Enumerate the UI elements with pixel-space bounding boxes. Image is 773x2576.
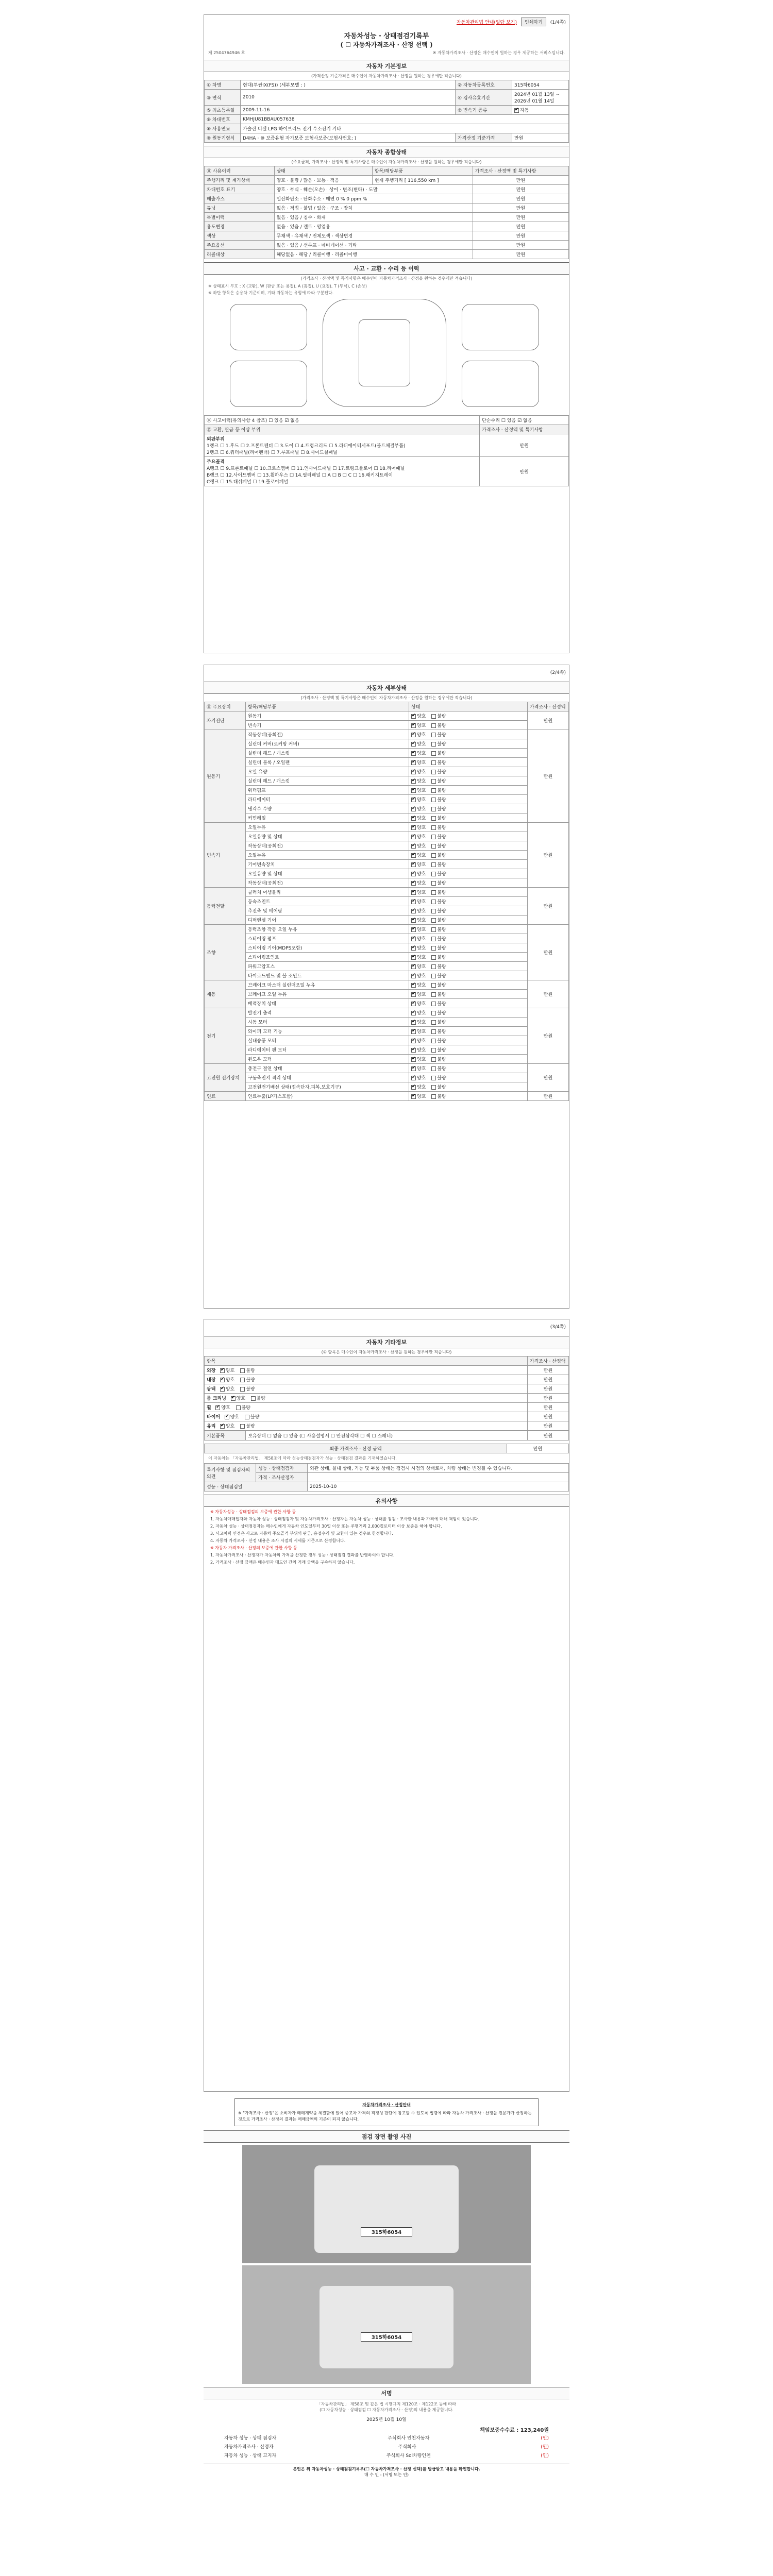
base-price-value: 만원: [512, 133, 569, 143]
table-row: 실린더 헤드 / 개스킷 ✔ 양호 불량: [205, 749, 569, 758]
accident-legend-2: ※ 하단 항목은 승용차 기준이며, 기타 자동차는 유형에 따라 구분된다.: [208, 291, 334, 295]
table-row: 커먼레일 ✔ 양호 불량: [205, 814, 569, 823]
table-row: 파워고압호스 ✔ 양호 불량: [205, 962, 569, 971]
car-front: [230, 361, 307, 407]
sign-title: 서명: [204, 2387, 569, 2399]
notice-text: ※ 자동차성능 · 상태점검의 보증에 관한 사항 등 1. 자동차매매업자와 자동차 성능 · 상태점검자 및 자동차가격조사 · 산정자는 자동차 성능 · 상태를 점검 · 조사한 내용과 가격에 대해 책임이 있습니다. 2. 자동차 성능 · 상태점검자는 매수인에게 자동차 인도일부터 30일 이상 또는 주행거리 2,000킬로미터 이상 보증을 해야 합니다. 3. 사고이력 인정은 사고로 자동차 주요골격 부위의 판금, 용접수리 및 교환이 있는 경우로 한정합니다. 4. 자동차 가격조사 · 산정 내용은 조사 시점의 시세를 기준으로 산정합니다. ※ 자동차 가격조사 · 산정의 보증에 관한 사항 등 1. 자동차가격조사 · 산정자가 자동차의 가격을 산정한 경우 성능 · 상태점검 결과를 반영하여야 합니다. 2. 가격조사 · 산정 금액은 매수인과 매도인 간의 거래 금액을 구속하지 않습니다.: [210, 1510, 479, 1565]
page-3: [204, 1319, 569, 2092]
page-4: 자동차가격조사 · 산정안내 ※ "가격조사 · 산정"은 소비자가 매매계약을 체결함에 있어 중고차 가격의 적정성 판단에 참고할 수 있도록 법령에 따라 자동차 가격조사 · 산정을 전문가가 산정하는 것으로 가격조사 · 산정의 결과는 매매금액의 기준이 되지 않습니다. 점검 장면 촬영 사진 315하6054 315하6054 서명 「자동차관리법」 제58조 및 같은 법 시행규칙 제120조 · 제122조 등에 따라 (☐ 자동차성능 · 상태점검 ☐ 자동차가격조사 · 산정)의 내용을 제공합니다. 2025년 10월 10일 책임보증수수료 : 123,240원 자동차 성능 · 상태 점검자 주식회사 인천자동차 (인) 자동차가격조사 · 산정자 주식회사 (인) 자동차 성능 · 상태 고지자 주식회사 Sol차량인천 (인) 본인은 위 자동차성능 · 상태점검기록부(☐ 자동차가격조사 · 산정 선택)를 발급받고 내용을 확인합니다. 매 수 인 : (서명 또는 인): [204, 2094, 569, 2563]
table-row: 내장 ✔ 양호 불량 만원: [205, 1375, 569, 1384]
table-row: 실린더 커버(로커암 커버) ✔ 양호 불량: [205, 739, 569, 749]
header-note: ※ 자동차가격조사 · 산정은 매수인이 원하는 경우 제공하는 서비스입니다.: [432, 50, 565, 55]
car-cabin: [359, 319, 410, 386]
main-frame: 주요골격 A랭크 ☐ 9.프론트패널 ☐ 10.크로스멤버 ☐ 11.인사이드패널 ☐ 17.트렁크플로어 ☐ 18.리어패널 B랭크 ☐ 12.사이드멤버 ☐ 13.휠하우스 ☐ 14.필러패널 ☐ A ☐ B ☐ C ☐ 16.패키지트레이 C랭크 ☐ 15.대쉬패널 ☐ 19.플로어패널: [205, 457, 480, 486]
page-title: 자동차성능 · 상태점검기록부: [344, 32, 429, 40]
car-name-label: ① 차명: [205, 80, 241, 90]
table-row: 동력전달 클러치 어셈블리 ✔ 양호 불량 만원: [205, 888, 569, 897]
table-row: 고전원 전기장치 충전구 절연 상태 ✔ 양호 불량 만원: [205, 1064, 569, 1073]
table-row: 휠 ✔ 양호 불량 만원: [205, 1403, 569, 1412]
notice-title: 유의사항: [204, 1495, 569, 1507]
table-row: 차대번호 표기 양호 · 부식 · 훼손(오손) · 상이 · 변조(변타) · 도말 만원: [205, 185, 569, 194]
state-title: 자동차 종합상태: [204, 146, 569, 158]
outer-parts: 외판부위 1랭크 ☐ 1.후드 ☐ 2.프론트펜더 ☐ 3.도어 ☐ 4.트렁크리드 ☐ 5.라디에이터서포트(볼트체결부품) 2랭크 ☐ 6.쿼터패널(리어펜더) ☐ 7.루프패널 ☐ 8.사이드실패널: [205, 434, 480, 457]
main-price: 만원: [480, 457, 569, 486]
price-warning-box: 자동차가격조사 · 산정안내 ※ "가격조사 · 산정"은 소비자가 매매계약을 체결함에 있어 중고차 가격의 적정성 판단에 참고할 수 있도록 법령에 따라 자동차 가격조사 · 산정을 전문가가 산정하는 것으로 가격조사 · 산정의 결과는 매매금액의 기준이 되지 않습니다.: [234, 2098, 539, 2126]
transmission-label: ⑦ 변속기 종류: [456, 106, 512, 115]
plate-photo-2: 315하6054: [361, 2332, 412, 2342]
table-row: 오일누유 ✔ 양호 불량: [205, 851, 569, 860]
top-bar: [204, 15, 569, 28]
table-row: 작동상태(공회전) ✔ 양호 불량: [205, 878, 569, 888]
sign-date: 2025년 10월 10일: [366, 2417, 407, 2422]
table-row: 외장 ✔ 양호 불량 만원: [205, 1366, 569, 1375]
special-table: 특기사항 및 점검자의 의견 성능 · 상태점검자 외관 상태, 실내 상태, 기능 및 부품 상태는 점검시 시점의 상태로서, 차량 상태는 변경될 수 있습니다. 가격 · 조사산정자 성능 · 상태점검일 2025-10-10: [204, 1463, 569, 1492]
engine-value: D4HA · ⑩ 보증유형 자가보증 보험사보증(보험사번호: ): [241, 133, 456, 143]
state-head-state: 상태: [274, 166, 372, 176]
state-head-item: 항목/해당부품: [372, 166, 473, 176]
table-row: 배력장치 상태 ✔ 양호 불량: [205, 999, 569, 1008]
page-number: (1/4쪽): [550, 20, 566, 25]
state-table: [204, 166, 569, 259]
table-row: 브레이크 오일 누유 ✔ 양호 불량: [205, 990, 569, 999]
table-row: 자기진단 원동기 ✔ 양호 불량 만원: [205, 711, 569, 721]
car-diagram: [214, 299, 559, 412]
basic-info-note: (가격산정 기준가격은 매수인이 자동차가격조사 · 산정을 원하는 경우에만 적습니다): [311, 74, 462, 78]
detail-title: 자동차 세부상태: [204, 682, 569, 694]
car-side-left: [230, 304, 307, 350]
base-price-label: 가격산정 기준가격: [456, 133, 512, 143]
table-row: 오일유량 및 상태 ✔ 양호 불량: [205, 832, 569, 841]
table-row: 타이어 ✔ 양호 불량 만원: [205, 1412, 569, 1421]
inspection-photo-rear: [242, 2265, 531, 2384]
table-row: 라디에이터 팬 모터 ✔ 양호 불량: [205, 1045, 569, 1055]
page-subtitle: ( ☐ 자동차가격조사 · 산정 선택 ): [340, 41, 433, 48]
table-row: 실린더 헤드 / 개스킷 ✔ 양호 불량: [205, 776, 569, 786]
table-row: 변속기 오일누유 ✔ 양호 불량 만원: [205, 823, 569, 832]
table-row: 스티어링조인트 ✔ 양호 불량: [205, 953, 569, 962]
detail-table: ⑯ 주요장치 항목/해당부품 상태 가격조사 · 산정액 자기진단 원동기 ✔ 양호 불량 만원 변속기 ✔ 양호 불량 원동기 작동상태(공회전) ✔ 양호 불량 만원 실린더 커버(로커암 커버) ✔ 양호 불량 실린더 헤드 / 개스킷 ✔ 양호 불량 실린더 블록 / 오일팬 ✔ 양호 불량 오일 유량 ✔ 양호 불량 실린더 헤드 / 개스킷 ✔ 양호 불량 워터펌프 ✔ 양호 불량 라디에이터 ✔ 양호 불량 냉각수 수량 ✔ 양호 불량 커먼레일 ✔ 양호 불량 변속기 오일누유 ✔ 양호 불량 만원 오일유량 및 상태 ✔ 양호 불량 작동상태(공회전) ✔ 양호 불량 오일누유 ✔ 양호 불량 기어변속장치 ✔ 양호 불량 오일유량 및 상태 ✔ 양호 불량 작동상태(공회전) ✔ 양호 불량 동력전달 클러치 어셈블리 ✔ 양호 불량 만원 등속조인트 ✔ 양호 불량 추진축 및 베어링 ✔ 양호 불량 디퍼렌셜 기어 ✔ 양호 불량 조향 동력조향 작동 오일 누유 ✔ 양호 불량 만원 스티어링 펌프 ✔ 양호 불량 스티어링 기어(MDPS포함) ✔ 양호 불량 스티어링조인트 ✔ 양호 불량 파워고압호스 ✔ 양호 불량 타이로드엔드 및 볼 조인트 ✔ 양호 불량 제동 브레이크 마스터 실린더오일 누유 ✔ 양호 불량 만원 브레이크 오일 누유 ✔ 양호 불량 배력장치 상태 ✔ 양호 불량 전기 발전기 출력 ✔ 양호 불량 만원 시동 모터 ✔ 양호 불량 와이퍼 모터 기능 ✔ 양호 불량 실내송풍 모터 ✔ 양호 불량 라디에이터 팬 모터 ✔ 양호 불량 윈도우 모터 ✔ 양호 불량 고전원 전기장치 충전구 절연 상태 ✔ 양호 불량 만원 구동축전지 격리 상태 ✔ 양호 불량 고전원전기배선 상태(접속단자,피복,보호기구) ✔ 양호 불량 연료 연료누출(LP가스포함) ✔ 양호 불량 만원: [204, 702, 569, 1101]
accident-title: 사고 · 교환 · 수리 등 이력: [204, 262, 569, 275]
vin-label: ⑥ 차대번호: [205, 115, 241, 124]
print-button[interactable]: 인쇄하기: [521, 18, 546, 26]
table-row: 타이로드엔드 및 볼 조인트 ✔ 양호 불량: [205, 971, 569, 980]
final-price-title: 최종 가격조사 · 산정 금액: [205, 1444, 507, 1453]
fuel-value: 가솔린 디젤 LPG 하이브리드 전기 수소전기 기타: [241, 124, 569, 133]
car-photo-front: [314, 2165, 459, 2253]
footer-text: 본인은 위 자동차성능 · 상태점검기록부(☐ 자동차가격조사 · 산정 선택)를 발급받고 내용을 확인합니다. 매 수 인 : (서명 또는 인): [204, 2464, 569, 2478]
plate-value: 315하6054: [512, 80, 569, 90]
table-row: 디퍼렌셜 기어 ✔ 양호 불량: [205, 916, 569, 925]
first-reg-label: ⑤ 최초등록일: [205, 106, 241, 115]
guarantee-fee: 책임보증수수료 : 123,240원: [480, 2428, 549, 2433]
table-row: 주행거리 및 계기상태 양호 · 불량 / 많음 · 보통 · 적음 현재 주행거리 [ 116,550 km ] 만원: [205, 176, 569, 185]
table-row: 라디에이터 ✔ 양호 불량: [205, 795, 569, 804]
inspection-period-label: ④ 검사유효기간: [456, 90, 512, 106]
first-reg-value: 2009-11-16: [241, 106, 456, 115]
table-row: 시동 모터 ✔ 양호 불량: [205, 1018, 569, 1027]
page-number: (2/4쪽): [550, 670, 566, 675]
table-row: 스티어링 펌프 ✔ 양호 불량: [205, 934, 569, 943]
table-row: 윈도우 모터 ✔ 양호 불량: [205, 1055, 569, 1064]
engine-label: ⑨ 원동기형식: [205, 133, 241, 143]
simple-repair: 단순수리 ☐ 있음 ☑ 없음: [480, 416, 569, 425]
photo-title: 점검 장면 촬영 사진: [204, 2130, 569, 2143]
table-row: 변속기 ✔ 양호 불량: [205, 721, 569, 730]
table-row: 실린더 블록 / 오일팬 ✔ 양호 불량: [205, 758, 569, 767]
basic-info-title: 자동차 기본정보: [204, 60, 569, 72]
etc-table: 항목 가격조사 · 산정액 외장 ✔ 양호 불량 만원 내장 ✔ 양호 불량 만원 광택 ✔ 양호 불량 만원 룸 크리닝 ✔ 양호 불량 만원 휠 ✔ 양호 불량 만원 타이어 ✔ 양호 불량 만원 유리 ✔ 양호 불량 만원: [204, 1356, 569, 1431]
state-head-usage: ⑪ 사용이력: [205, 166, 275, 176]
plate-label: ② 자동차등록번호: [456, 80, 512, 90]
accident-history: ⑭ 사고이력(유의사항 4 참조) ☐ 있음 ☑ 없음: [205, 416, 480, 425]
plate-photo-1: 315하6054: [361, 2227, 412, 2236]
table-row: 등속조인트 ✔ 양호 불량: [205, 897, 569, 906]
inspection-period-value: 2024년 01월 13일 ~ 2026년 01월 14일: [512, 90, 569, 106]
state-note: (주요골격, 가격조사 · 산정액 및 특기사항은 매수인이 자동차가격조사 · 산정을 원하는 경우에만 적습니다): [291, 160, 482, 164]
car-photo-rear: [320, 2286, 453, 2368]
table-row: 구동축전지 격리 상태 ✔ 양호 불량: [205, 1073, 569, 1082]
table-row: 스티어링 기어(MDPS포함) ✔ 양호 불량: [205, 943, 569, 953]
etc-title: 자동차 기타정보: [204, 1336, 569, 1348]
fuel-label: ⑧ 사용연료: [205, 124, 241, 133]
table-row: 제동 브레이크 마스터 실린더오일 누유 ✔ 양호 불량 만원: [205, 980, 569, 990]
transmission-value: ✔ 자동: [512, 106, 569, 115]
table-row: 유리 ✔ 양호 불량 만원: [205, 1421, 569, 1431]
etc-note: (① 항목은 매수인이 자동차가격조사 · 산정을 원하는 경우에만 적습니다): [321, 1350, 452, 1354]
table-row: 연료 연료누출(LP가스포함) ✔ 양호 불량 만원: [205, 1092, 569, 1101]
table-row: 작동상태(공회전) ✔ 양호 불량: [205, 841, 569, 851]
table-row: 추진축 및 베어링 ✔ 양호 불량: [205, 906, 569, 916]
table-row: 고전원전기배선 상태(접속단자,피복,보호기구) ✔ 양호 불량: [205, 1082, 569, 1092]
final-note: 이 자동차는 「자동차관리법」 제58조에 따라 성능상태점검자가 성능 · 상태점검 결과를 기재하였습니다.: [208, 1456, 397, 1461]
outer-price: 만원: [480, 434, 569, 457]
table-row: 튜닝 없음 · 적법 · 불법 / 있음 · 구조 · 장치 만원: [205, 204, 569, 213]
year-value: 2010: [241, 90, 456, 106]
page-number: (3/4쪽): [550, 1324, 566, 1330]
doc-number: 제 2504764946 호: [208, 50, 245, 55]
car-rear: [462, 361, 539, 407]
page-2: [204, 665, 569, 1309]
exchange-head: ⑮ 교환, 판금 등 이상 부위: [205, 425, 480, 434]
year-label: ③ 연식: [205, 90, 241, 106]
table-row: 주요옵션 없음 · 있음 / 선루프 · 네비게이션 · 기타 만원: [205, 241, 569, 250]
table-row: 전기 발전기 출력 ✔ 양호 불량 만원: [205, 1008, 569, 1018]
table-row: 광택 ✔ 양호 불량 만원: [205, 1384, 569, 1394]
exchange-price-head: 가격조사 · 산정액 및 특기사항: [480, 425, 569, 434]
final-price-table: 최종 가격조사 · 산정 금액 만원: [204, 1444, 569, 1453]
table-row: 색상 무채색 · 유채색 / 전체도색 · 색상변경 만원: [205, 231, 569, 241]
basic-info-table: [204, 80, 569, 143]
car-name-value: 현대(투싼IX(FS)) (세부모델 : ): [241, 80, 456, 90]
basic-items-table: 기본품목 보유상태 ☐ 없음 ☐ 있음 (☐ 사용설명서 ☐ 안전삼각대 ☐ 잭 ☐ 스패너) 만원: [204, 1431, 569, 1440]
detail-note: (가격조사 · 산정액 및 특기사항은 매수인이 자동차가격조사 · 산정을 원하는 경우에만 적습니다): [300, 696, 473, 700]
inspection-date: 2025-10-10: [308, 1482, 569, 1492]
table-row: 용도변경 없음 · 있음 / 렌트 · 영업용 만원: [205, 222, 569, 231]
table-row: 와이퍼 모터 기능 ✔ 양호 불량: [205, 1027, 569, 1036]
vin-value: KMHJU81BBAU057638: [241, 115, 569, 124]
accident-legend-1: ※ 상태표시 부호 : X (교환), W (판금 또는 용접), A (흠집), U (요철), T (부식), C (손상): [208, 284, 367, 289]
table-row: 배출가스 일산화탄소 · 탄화수소 · 매연 0 % 0 ppm % 만원: [205, 194, 569, 204]
page-1: [204, 14, 569, 653]
table-row: 리콜대상 해당없음 · 해당 / 리콜이행 · 리콜미이행 만원: [205, 250, 569, 259]
table-row: 워터펌프 ✔ 양호 불량: [205, 786, 569, 795]
table-row: 조향 동력조향 작동 오일 누유 ✔ 양호 불량 만원: [205, 925, 569, 934]
law-link[interactable]: 자동차관리법 안내(일람 보기): [456, 20, 517, 25]
accident-note: (가격조사 · 산정액 및 특기사항은 매수인이 자동차가격조사 · 산정을 원하는 경우에만 적습니다): [300, 276, 473, 281]
table-row: 특별이력 없음 · 있음 / 침수 · 화재 만원: [205, 213, 569, 222]
table-row: 실내송풍 모터 ✔ 양호 불량: [205, 1036, 569, 1045]
state-head-price: 가격조사 · 산정액 및 특기사항: [473, 166, 568, 176]
table-row: 오일유량 및 상태 ✔ 양호 불량: [205, 869, 569, 878]
table-row: 원동기 작동상태(공회전) ✔ 양호 불량 만원: [205, 730, 569, 739]
accident-table: [204, 415, 569, 486]
table-row: 기어변속장치 ✔ 양호 불량: [205, 860, 569, 869]
table-row: 오일 유량 ✔ 양호 불량: [205, 767, 569, 776]
inspection-photo-front: [242, 2145, 531, 2263]
header-meta: [204, 49, 569, 57]
table-row: 냉각수 수량 ✔ 양호 불량: [205, 804, 569, 814]
car-side-right: [462, 304, 539, 350]
table-row: 룸 크리닝 ✔ 양호 불량 만원: [205, 1394, 569, 1403]
